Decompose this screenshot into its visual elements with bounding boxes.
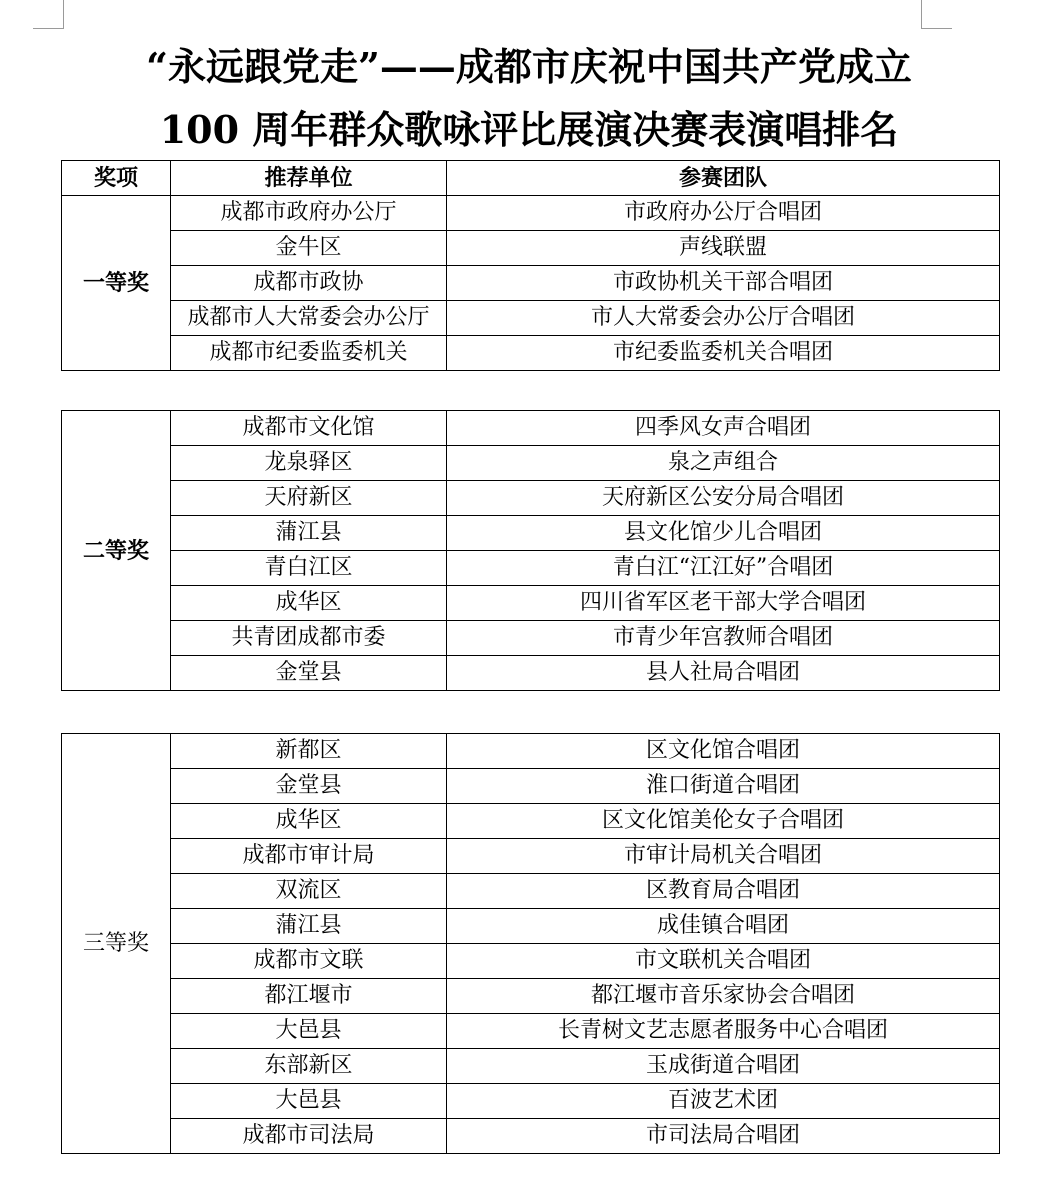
table-row [62, 839, 1000, 874]
unit-cell: 成华区 [171, 586, 447, 621]
unit-cell: 成都市人大常委会办公厅 [171, 301, 447, 336]
page-corner-mark-left [33, 0, 64, 29]
team-cell: 声线联盟 [447, 231, 1000, 266]
unit-cell: 成都市司法局 [171, 1119, 447, 1154]
table-row [62, 909, 1000, 944]
unit-cell: 东部新区 [171, 1049, 447, 1084]
team-cell: 市司法局合唱团 [447, 1119, 1000, 1154]
team-cell: 市政府办公厅合唱团 [447, 196, 1000, 231]
header-award: 奖项 [62, 161, 171, 196]
unit-cell: 青白江区 [171, 551, 447, 586]
document-title-line1: “永远跟党走”——成都市庆祝中国共产党成立 [146, 44, 912, 89]
team-cell: 区文化馆美伦女子合唱团 [447, 804, 1000, 839]
team-cell: 县人社局合唱团 [447, 656, 1000, 691]
team-cell: 成佳镇合唱团 [447, 909, 1000, 944]
table-row [62, 196, 1000, 231]
header-unit: 推荐单位 [171, 161, 447, 196]
unit-cell: 龙泉驿区 [171, 446, 447, 481]
team-cell: 市政协机关干部合唱团 [447, 266, 1000, 301]
table-row [62, 979, 1000, 1014]
unit-cell: 成都市审计局 [171, 839, 447, 874]
table-row [62, 481, 1000, 516]
team-cell: 县文化馆少儿合唱团 [447, 516, 1000, 551]
unit-cell: 金堂县 [171, 656, 447, 691]
team-cell: 玉成街道合唱团 [447, 1049, 1000, 1084]
table-row [62, 551, 1000, 586]
table-row [62, 656, 1000, 691]
team-cell: 市纪委监委机关合唱团 [447, 336, 1000, 371]
unit-cell: 天府新区 [171, 481, 447, 516]
second-prize-table [61, 410, 1000, 691]
table-row [62, 621, 1000, 656]
team-cell: 四川省军区老干部大学合唱团 [447, 586, 1000, 621]
table-row [62, 944, 1000, 979]
team-cell: 市审计局机关合唱团 [447, 839, 1000, 874]
unit-cell: 成都市政协 [171, 266, 447, 301]
table-row [62, 586, 1000, 621]
unit-cell: 都江堰市 [171, 979, 447, 1014]
unit-cell: 成都市文化馆 [171, 411, 447, 446]
table-row [62, 446, 1000, 481]
unit-cell: 金牛区 [171, 231, 447, 266]
unit-cell: 大邑县 [171, 1084, 447, 1119]
team-cell: 都江堰市音乐家协会合唱团 [447, 979, 1000, 1014]
third-prize-table [61, 733, 1000, 1154]
table-row [62, 411, 1000, 446]
team-cell: 青白江“江江好”合唱团 [447, 551, 1000, 586]
table-row [62, 874, 1000, 909]
unit-cell: 大邑县 [171, 1014, 447, 1049]
unit-cell: 新都区 [171, 734, 447, 769]
team-cell: 区文化馆合唱团 [447, 734, 1000, 769]
unit-cell: 成都市文联 [171, 944, 447, 979]
page-corner-mark-right [921, 0, 952, 29]
team-cell: 区教育局合唱团 [447, 874, 1000, 909]
team-cell: 百波艺术团 [447, 1084, 1000, 1119]
table-row [62, 769, 1000, 804]
team-cell: 长青树文艺志愿者服务中心合唱团 [447, 1014, 1000, 1049]
team-cell: 市文联机关合唱团 [447, 944, 1000, 979]
team-cell: 天府新区公安分局合唱团 [447, 481, 1000, 516]
unit-cell: 成都市政府办公厅 [171, 196, 447, 231]
award-cell-first: 一等奖 [62, 196, 171, 371]
team-cell: 四季风女声合唱团 [447, 411, 1000, 446]
table-row [62, 516, 1000, 551]
table-row [62, 336, 1000, 371]
award-cell-second: 二等奖 [62, 411, 171, 691]
table-row [62, 734, 1000, 769]
unit-cell: 金堂县 [171, 769, 447, 804]
unit-cell: 蒲江县 [171, 516, 447, 551]
document-title-line2: 100 周年群众歌咏评比展演决赛表演唱排名 [159, 107, 899, 152]
unit-cell: 共青团成都市委 [171, 621, 447, 656]
table-row [62, 1014, 1000, 1049]
table-row [62, 266, 1000, 301]
team-cell: 淮口街道合唱团 [447, 769, 1000, 804]
table-row [62, 231, 1000, 266]
team-cell: 市青少年宫教师合唱团 [447, 621, 1000, 656]
team-cell: 市人大常委会办公厅合唱团 [447, 301, 1000, 336]
team-cell: 泉之声组合 [447, 446, 1000, 481]
table-row [62, 1119, 1000, 1154]
unit-cell: 成华区 [171, 804, 447, 839]
unit-cell: 成都市纪委监委机关 [171, 336, 447, 371]
table-row [62, 301, 1000, 336]
award-cell-third: 三等奖 [62, 734, 171, 1154]
header-team: 参赛团队 [447, 161, 1000, 196]
table-row [62, 804, 1000, 839]
table-row [62, 1084, 1000, 1119]
unit-cell: 蒲江县 [171, 909, 447, 944]
first-prize-table [61, 160, 1000, 371]
table-row [62, 1049, 1000, 1084]
unit-cell: 双流区 [171, 874, 447, 909]
table-header-row [62, 161, 1000, 196]
